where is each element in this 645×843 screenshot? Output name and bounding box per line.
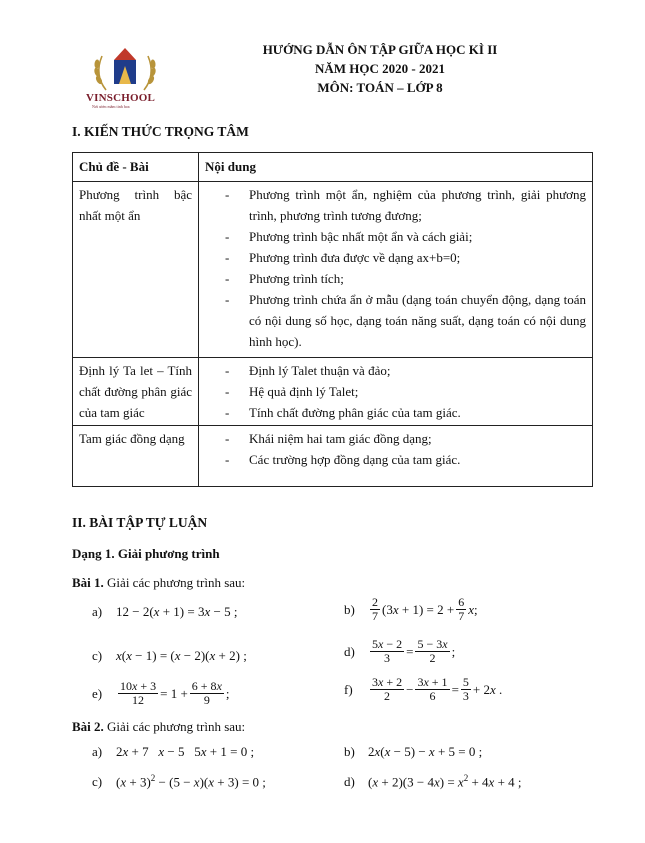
list-item: - Phương trình bậc nhất một ẩn và cách giải; — [225, 226, 586, 247]
table-row — [73, 426, 593, 487]
eq-label: c) — [92, 773, 103, 789]
header-subject: MÔN: TOÁN – LỚP 8 — [317, 80, 443, 95]
table-header-row — [73, 153, 593, 182]
list-item: - Phương trình một ẩn, nghiệm của phương trình, giải phương trình, phương trình tương đương; — [225, 184, 586, 226]
equation-1a: a) 12 − 2(x + 1) = 3x − 5 ; — [92, 604, 238, 619]
eq-label: d) — [344, 773, 355, 789]
list-item: - Các trường hợp đồng dạng của tam giác. — [225, 449, 586, 470]
col-topic-header: Chủ đề - Bài — [73, 153, 199, 182]
row-topic: Định lý Ta let – Tính chất đường phân giác của tam giác — [73, 358, 199, 426]
list-item: - Tính chất đường phân giác của tam giác. — [225, 402, 586, 423]
logo-wordmark: VINSCHOOL — [86, 92, 156, 104]
eq-label: b) — [344, 744, 355, 759]
bai-1-heading — [72, 575, 245, 591]
list-item: - Khái niệm hai tam giác đồng dạng; — [225, 428, 586, 449]
bai-2-heading — [72, 719, 245, 735]
equation-2d: d) $(x + 2)(3 - 4x) = x^2 + 4x + 4$ ; — [344, 773, 522, 790]
list-item: - Định lý Talet thuận và đảo; — [225, 360, 586, 381]
list-item: - Phương trình chứa ẩn ở mẫu (dạng toán chuyển động, dạng toán có nội dung số học, dạng toán năng suất, dạng toán có nội dung hình học). — [225, 289, 586, 355]
section-2-title: II. BÀI TẬP TỰ LUẬN — [72, 515, 208, 530]
list-item: - Phương trình tích; — [225, 268, 586, 289]
row-content — [199, 426, 593, 487]
eq-label: e) — [92, 685, 103, 701]
section-1-title: I. KIẾN THỨC TRỌNG TÂM — [72, 124, 249, 139]
eq-label: c) — [92, 648, 103, 663]
eq-label: a) — [92, 604, 103, 619]
row-content — [199, 182, 593, 358]
eq-label: f) — [344, 681, 353, 697]
eq-label: a) — [92, 744, 103, 759]
bai-2-text: Giải các phương trình sau: — [103, 719, 246, 734]
bai-1-label: Bài 1. — [72, 575, 104, 590]
equation-2a: a) 2x + 7 x − 5 5x + 1 = 0 ; — [92, 744, 255, 759]
list-item: - Hệ quả định lý Talet; — [225, 381, 586, 402]
bai-1-text: Giải các phương trình sau: — [103, 575, 246, 590]
bai-2-label: Bài 2. — [72, 719, 104, 734]
equation-1d: d) $\frac{5x - 2}{3}$ = $\frac{5 - 3x}{2}$ ; — [344, 637, 456, 665]
equation-1f: f) 3x + 2 2 − $\frac{3x + 1}{6}$ = $\frac{5}{3}$ + 2x . — [344, 675, 503, 703]
eq-label: b) — [344, 601, 355, 617]
knowledge-table — [72, 152, 593, 487]
logo-tagline: Nơi ươm mầm tinh hoa — [92, 104, 130, 109]
row-topic: Tam giác đồng dạng — [73, 426, 199, 487]
header-title: HƯỚNG DẪN ÔN TẬP GIỮA HỌC KÌ II — [262, 42, 498, 57]
row-content — [199, 358, 593, 426]
col-content-header: Nội dung — [199, 153, 593, 182]
table-row — [73, 358, 593, 426]
row-topic: Phương trình bậc nhất một ẩn — [73, 182, 199, 358]
equation-1b: b) 2 7 (3x + 1) = 2 + $\frac{6}{7}$ x ; — [344, 595, 478, 623]
list-item: - Phương trình đưa được về dạng ax+b=0; — [225, 247, 586, 268]
eq-label: d) — [344, 643, 355, 659]
dang-1-title: Dạng 1. Giải phương trình — [72, 546, 220, 561]
table-row — [73, 182, 593, 358]
equation-1c: c) x(x − 1) = (x − 2)(x + 2) ; — [92, 648, 247, 663]
equation-2b: b) 2x(x − 5) − x + 5 = 0 ; — [344, 744, 483, 759]
header-year: NĂM HỌC 2020 - 2021 — [315, 61, 445, 76]
equation-2c: c) $(x + 3)^2 - (5 - x)(x + 3) = 0$ ; — [92, 773, 266, 790]
equation-1e: e) $\frac{10x + 3}{12}$ = 1 + $\frac{6 + 8x}{9}$ ; — [92, 679, 230, 707]
document-header — [230, 40, 530, 97]
